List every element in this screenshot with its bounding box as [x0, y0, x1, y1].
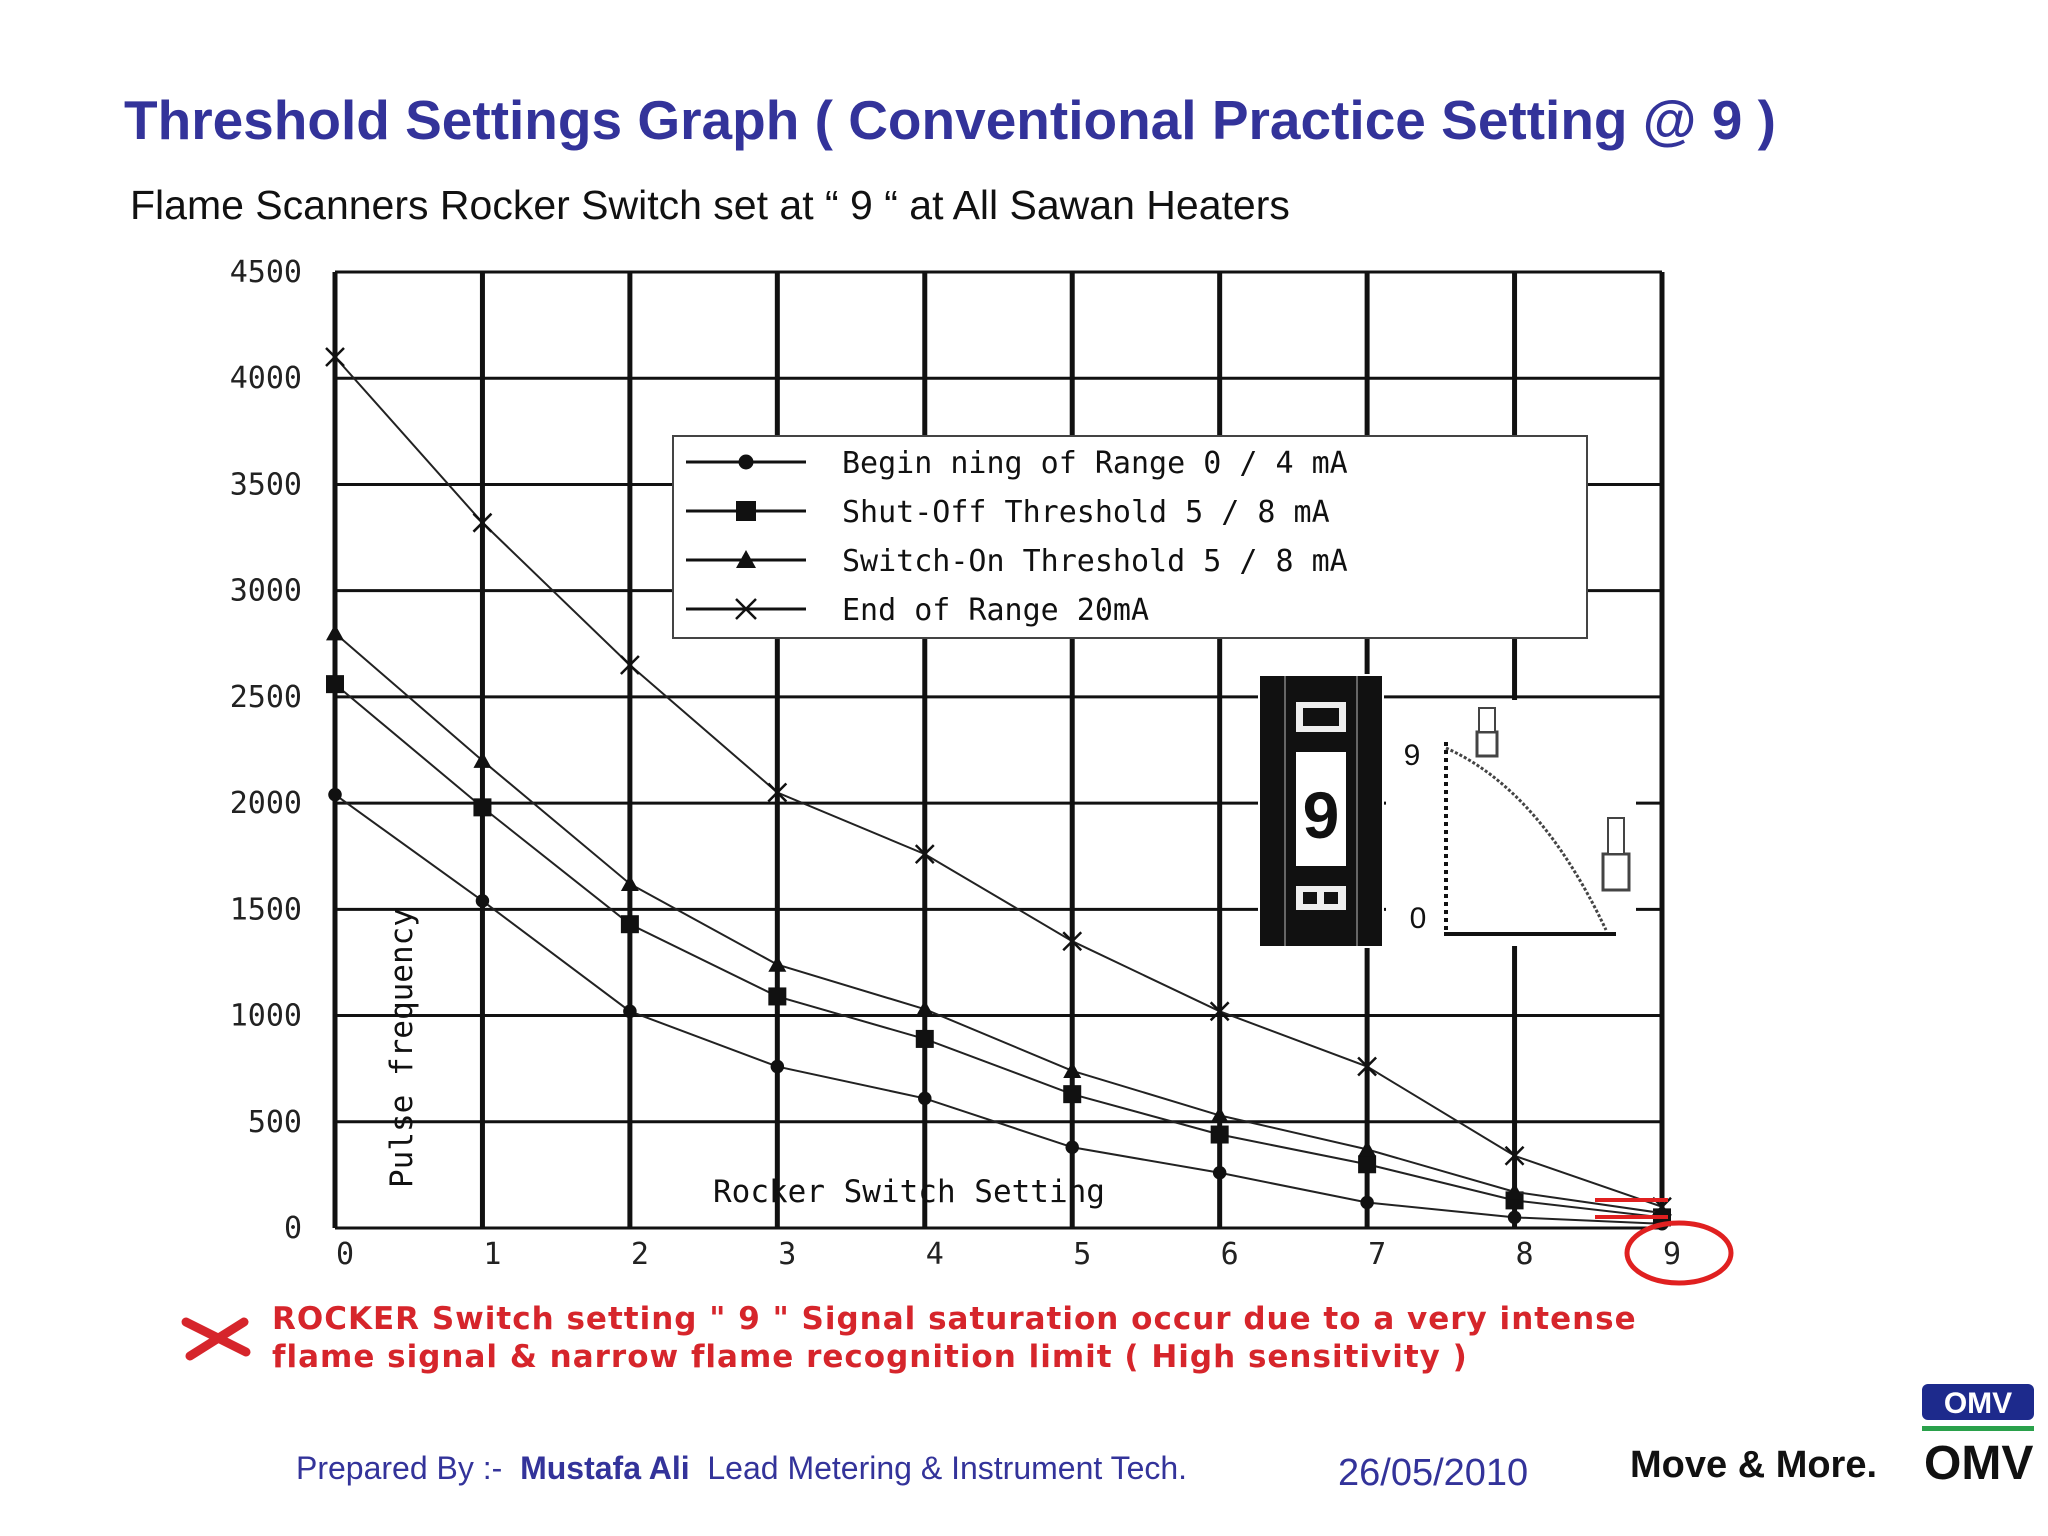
data-point: [328, 788, 342, 802]
y-tick-label: 500: [247, 1104, 302, 1140]
y-tick-label: 1000: [229, 998, 302, 1034]
x-tick-label: 4: [925, 1237, 944, 1272]
data-point: [621, 875, 639, 891]
data-point: [739, 455, 754, 470]
slide-title: Threshold Settings Graph ( Conventional Practice Setting @ 9 ): [124, 89, 1776, 151]
data-point: [1508, 1211, 1522, 1225]
y-tick-label: 4000: [229, 361, 302, 397]
y-tick-label: 4500: [229, 255, 302, 290]
warning-line-1: ROCKER Switch setting " 9 " Signal saturation occur due to a very intense: [272, 1301, 1637, 1337]
footer-date: 26/05/2010: [1338, 1452, 1529, 1494]
data-point: [326, 675, 344, 693]
y-tick-label: 3000: [229, 573, 302, 609]
x-tick-label: 1: [483, 1237, 502, 1272]
data-point: [623, 1005, 637, 1019]
data-point: [1063, 1085, 1081, 1103]
y-tick-label: 1500: [229, 892, 302, 928]
svg-text:OMV: OMV: [1943, 1387, 2013, 1420]
author-role: Lead Metering & Instrument Tech.: [707, 1450, 1188, 1486]
data-point: [1211, 1126, 1229, 1144]
legend-label: Shut-Off Threshold 5 / 8 mA: [842, 495, 1330, 530]
data-point: [736, 501, 756, 521]
chart-legend: [673, 436, 1587, 638]
prepared-label: Prepared By :-: [296, 1450, 503, 1486]
x-tick-label: 8: [1515, 1237, 1534, 1272]
footer-slogan: Move & More.: [1630, 1444, 1878, 1486]
slide-subtitle: Flame Scanners Rocker Switch set at “ 9 “ at All Sawan Heaters: [130, 182, 1290, 228]
y-tick-label: 2500: [229, 679, 302, 715]
x-cross-icon: [186, 1322, 246, 1356]
footer-brand: OMV: [1924, 1437, 2034, 1490]
data-point: [621, 915, 639, 933]
omv-logo-icon: [1922, 1384, 2034, 1431]
x-axis-label: Rocker Switch Setting: [713, 1174, 1105, 1210]
author-name: Mustafa Ali: [520, 1450, 690, 1486]
switch-inset: [1258, 674, 1636, 948]
data-point: [1065, 1141, 1079, 1155]
y-tick-label: 2000: [229, 786, 302, 822]
x-tick-label: 3: [778, 1237, 797, 1272]
legend-label: End of Range 20mA: [842, 593, 1150, 628]
data-point: [768, 987, 786, 1005]
data-point: [1213, 1166, 1227, 1180]
warning-line-2: flame signal & narrow flame recognition limit ( High sensitivity ): [272, 1339, 1468, 1375]
legend-label: Switch-On Threshold 5 / 8 mA: [842, 544, 1348, 579]
data-point: [771, 1060, 785, 1074]
legend-label: Begin ning of Range 0 / 4 mA: [842, 446, 1348, 481]
inset-switch-value: 9: [1302, 778, 1340, 852]
data-point: [916, 1030, 934, 1048]
x-tick-label: 6: [1220, 1237, 1239, 1272]
x-tick-labels: [336, 1237, 1681, 1272]
data-point: [326, 624, 344, 640]
y-tick-label: 0: [283, 1211, 302, 1246]
x-tick-label: 7: [1368, 1237, 1387, 1272]
x-tick-label: 9: [1662, 1237, 1682, 1272]
x-tick-label: 2: [630, 1237, 649, 1272]
y-tick-labels: [230, 255, 302, 1246]
data-point: [1063, 1062, 1081, 1078]
warning-text: [272, 1300, 1832, 1376]
data-point: [473, 798, 491, 816]
data-point: [918, 1092, 932, 1106]
y-axis-label: Pulse frequency: [384, 908, 420, 1188]
inset-scale-bottom: 0: [1409, 902, 1427, 935]
data-point: [768, 956, 786, 972]
data-point: [1360, 1196, 1374, 1210]
x-tick-label: 0: [335, 1237, 355, 1272]
x-tick-label: 5: [1073, 1237, 1092, 1272]
inset-scale-top: 9: [1403, 739, 1421, 772]
data-point: [1358, 1155, 1376, 1173]
data-point: [476, 894, 490, 908]
footer-prepared-by: [296, 1450, 1187, 1487]
y-tick-label: 3500: [229, 467, 302, 503]
